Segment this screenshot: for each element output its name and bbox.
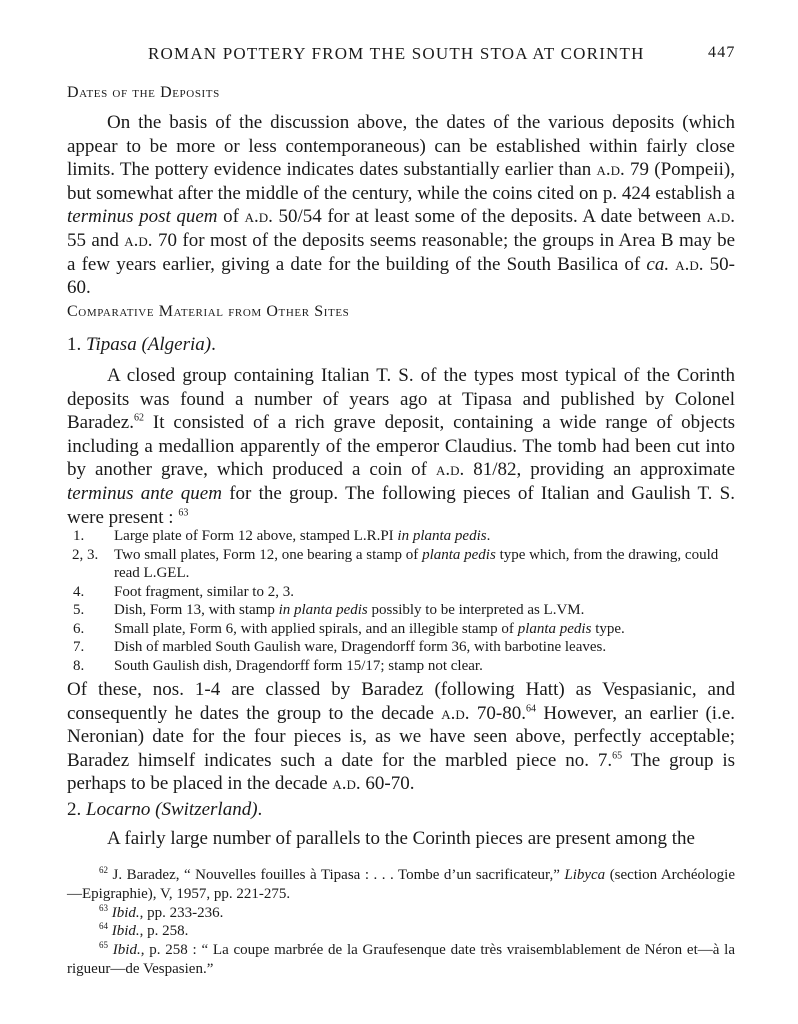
list-item: 4. Foot fragment, similar to 2, 3. bbox=[73, 583, 294, 600]
footnote-62: $^{62}$ J. Baradez, “ Nouvelles fouilles à Tipasa : . . . Tombe d’un sacrificateur,” Libyca (section Archéologie—Epigraphie), V, 1957, pp. 221-275. bbox=[67, 865, 735, 902]
list-item: 2, 3. Two small plates, Form 12, one bearing a stamp of planta pedis type which, from the drawing, could read L.GEL. bbox=[72, 546, 719, 581]
section-heading-comparative: Comparative Material from Other Sites bbox=[67, 303, 350, 320]
list-item: 7. Dish of marbled South Gaulish ware, Dragendorff form 36, with barbotine leaves. bbox=[73, 639, 607, 655]
footnote-ref-63[interactable]: 63 bbox=[178, 507, 189, 519]
footnote-ref-62[interactable]: 62 bbox=[133, 412, 144, 424]
footnote-64: $^{64}$ Ibid., p. 258. bbox=[99, 921, 189, 940]
paragraph-baradez: Of these, nos. 1-4 are classed by Baradez (following Hatt) as Vespasianic, and consequently he dates the group to the decade a.d. 70-80.64 However, an earlier (i.e. Neronian) date for the four pieces is, as we have seen above, perfectly acceptable; Baradez himself indicates such a date for the marbled piece no. 7.65 The group is perhaps to be placed in the decade a.d. 60-70. bbox=[67, 679, 736, 795]
subheading-locarno: 2. Locarno (Switzerland). bbox=[67, 799, 263, 820]
subheading-tipasa: 1. Tipasa (Algeria). bbox=[67, 334, 216, 355]
section-heading-dates: Dates of the Deposits bbox=[67, 84, 220, 101]
list-item: 5. Dish, Form 13, with stamp in planta pedis possibly to be interpreted as L.VM. bbox=[73, 602, 585, 618]
footnote-65: $^{65}$ Ibid., p. 258 : “ La coupe marbrée de la Graufesenque date très vraisemblablement de Néron et—à la rigueur—de Vespasien.” bbox=[67, 940, 735, 977]
running-title: ROMAN POTTERY FROM THE SOUTH STOA AT CORINTH bbox=[148, 44, 645, 63]
footnote-63: $^{63}$ Ibid., pp. 233-236. bbox=[99, 902, 224, 921]
paragraph-dates: On the basis of the discussion above, the dates of the various deposits (which appear to be more or less contemporaneous) can be established within fairly close limits. The pottery evidence indicates dates substantially earlier than a.d. 79 (Pompeii), but somewhat after the middle of the century, while the coins cited on p. 424 establish a terminus post quem of a.d. 50/54 for at least some of the deposits. A date between a.d. 55 and a.d. 70 for most of the deposits seems reasonable; the groups in Area B may be a few years earlier, giving a date for the building of the South Basilica of ca. a.d. 50-60. bbox=[67, 112, 736, 299]
page-number: 447 bbox=[708, 44, 736, 61]
list-item: 6. Small plate, Form 6, with applied spirals, and an illegible stamp of planta pedis type. bbox=[73, 620, 625, 637]
footnotes bbox=[67, 866, 735, 979]
list-item: 1. Large plate of Form 12 above, stamped L.R.PI in planta pedis. bbox=[73, 528, 491, 544]
paragraph-locarno: A fairly large number of parallels to the Corinth pieces are present among the bbox=[107, 828, 695, 849]
list-item: 8. South Gaulish dish, Dragendorff form 15/17; stamp not clear. bbox=[73, 657, 483, 674]
pottery-item-list bbox=[67, 527, 737, 675]
footnote-ref-65[interactable]: 65 bbox=[612, 750, 623, 762]
footnote-ref-64[interactable]: 64 bbox=[526, 703, 536, 715]
paragraph-tipasa: A closed group containing Italian T. S. of the types most typical of the Corinth deposits was found a number of years ago at Tipasa and published by Colonel Baradez.$^{62}$ It consisted of a rich grave deposit, containing a wide range of objects including a medallion apparently of the emperor Claudius. The tomb had been cut into by another grave, which produced a coin of a.d. 81/82, providing an approximate terminus ante quem for the group. The following pieces of Italian and Gaulish T. S. were present : $^{63}$ bbox=[67, 365, 736, 528]
